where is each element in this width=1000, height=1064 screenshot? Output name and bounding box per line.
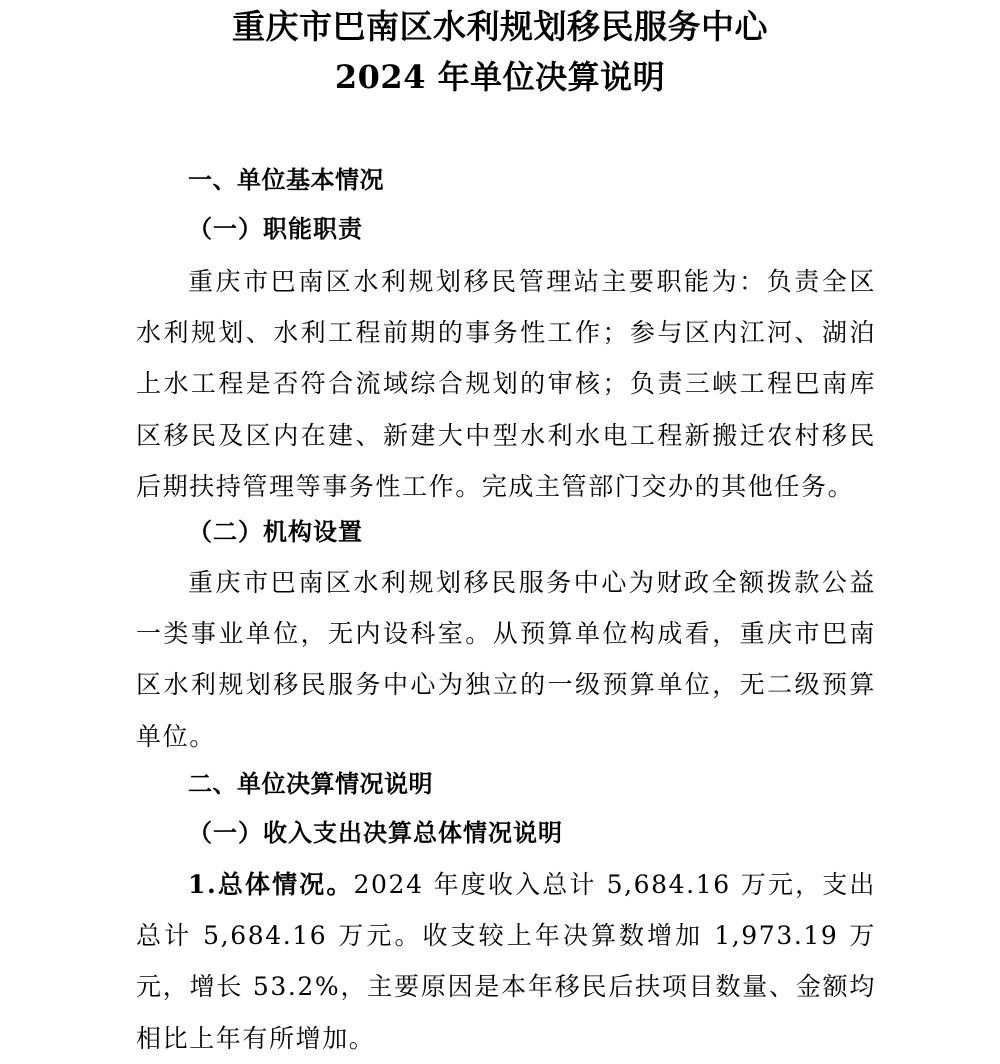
section2-heading: 二、单位决算情况说明	[188, 769, 433, 798]
section1-sub1-paragraph: 重庆市巴南区水利规划移民管理站主要职能为：负责全区水利规划、水利工程前期的事务性工作；参与区内江河、湖泊上水工程是否符合流域综合规划的审核；负责三峡工程巴南库区移民及区内在建、新建大中型水利水电工程新搬迁农村移民后期扶持管理等事务性工作。完成主管部门交办的其他任务。	[136, 267, 876, 501]
section1-heading: 一、单位基本情况	[188, 165, 384, 194]
overall-situation-text: 2024 年度收入总计 5,684.16 万元，支出总计 5,684.16 万元。收支较上年决算数增加 1,973.19 万元，增长 53.2%，主要原因是本年移民后扶项目数量、金额均相比上年有所增加。	[136, 870, 876, 1053]
document-title-line1: 重庆市巴南区水利规划移民服务中心	[232, 7, 768, 46]
section1-sub2-paragraph: 重庆市巴南区水利规划移民服务中心为财政全额拨款公益一类事业单位，无内设科室。从预算单位构成看，重庆市巴南区水利规划移民服务中心为独立的一级预算单位，无二级预算单位。	[136, 568, 876, 751]
overall-situation-lead: 1.总体情况。	[188, 870, 354, 899]
section2-sub1-heading: （一）收入支出决算总体情况说明	[188, 818, 563, 847]
document-title-line2: 2024 年单位决算说明	[334, 58, 666, 96]
section1-sub2-heading: （二）机构设置	[188, 517, 363, 546]
section2-sub1-paragraph	[136, 859, 876, 1064]
section1-sub1-heading: （一）职能职责	[188, 214, 363, 243]
